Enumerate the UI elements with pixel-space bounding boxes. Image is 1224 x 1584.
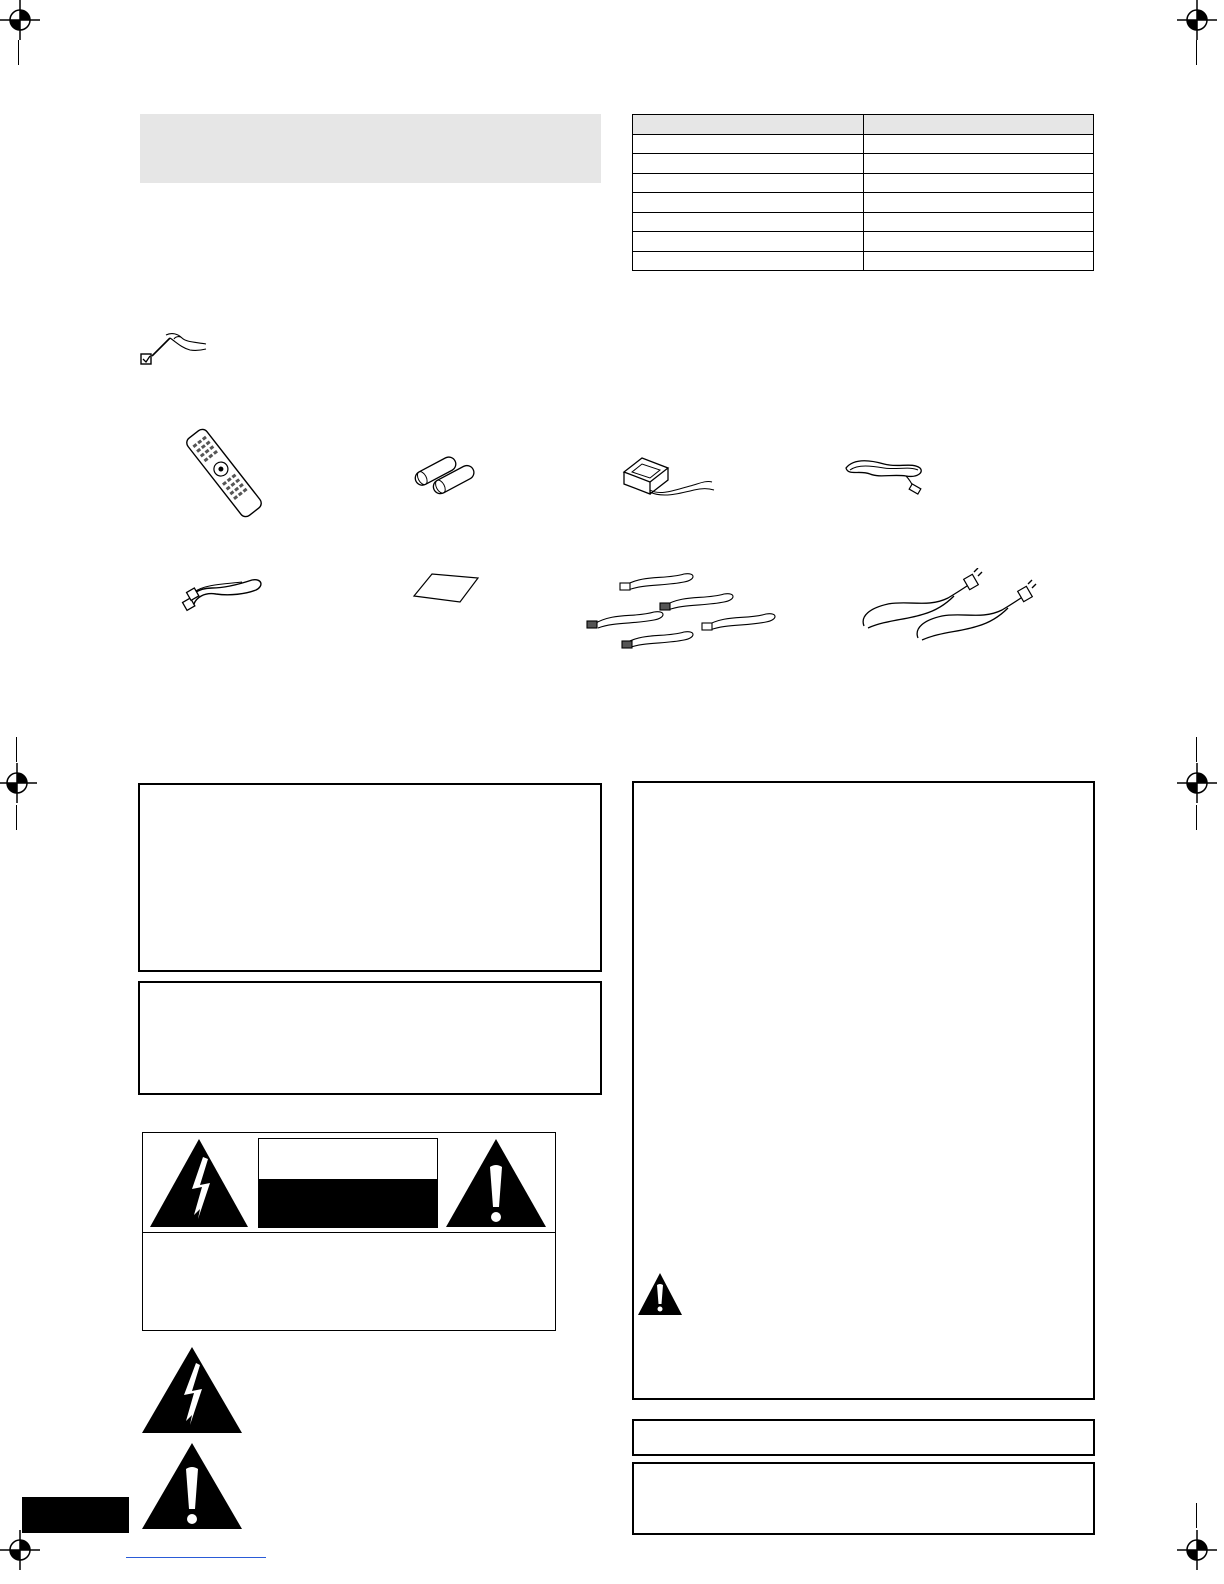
trim-line <box>1196 40 1197 65</box>
note-box-2 <box>632 1462 1095 1535</box>
table-cell <box>633 134 864 154</box>
fm-antenna-icon <box>840 454 930 500</box>
table-cell <box>864 115 1094 135</box>
table-cell <box>864 212 1094 232</box>
video-cable-icon <box>176 570 266 614</box>
trim-line <box>16 737 17 762</box>
lightning-warning-icon <box>140 1345 244 1435</box>
remote-control-icon <box>176 428 272 518</box>
registration-mark-mid-right <box>1177 763 1217 803</box>
trim-line <box>18 40 19 65</box>
table-cell <box>864 134 1094 154</box>
trim-line <box>1196 1503 1197 1528</box>
batteries-icon <box>410 450 482 506</box>
caution-label <box>258 1138 438 1228</box>
table-cell <box>633 173 864 193</box>
table-cell <box>633 193 864 213</box>
speaker-cables-icon <box>584 566 778 658</box>
table-cell <box>633 154 864 174</box>
model-table <box>632 114 1094 271</box>
registration-mark-top-right <box>1177 0 1217 40</box>
table-cell <box>633 251 864 271</box>
caution-panel-divider <box>142 1232 556 1233</box>
table-cell <box>864 193 1094 213</box>
caution-label-dark-band <box>259 1179 437 1227</box>
table-cell <box>864 251 1094 271</box>
sheet-icon <box>412 572 482 606</box>
table-row <box>633 251 1094 271</box>
registration-mark-bottom-right <box>1177 1530 1217 1570</box>
power-cords-icon <box>858 568 1038 644</box>
trim-line <box>16 805 17 830</box>
registration-mark-mid-left <box>0 763 37 803</box>
table-header-row <box>633 115 1094 135</box>
info-box-2 <box>138 981 602 1095</box>
trim-line <box>1196 805 1197 830</box>
table-cell <box>633 212 864 232</box>
table-row <box>633 134 1094 154</box>
table-row <box>633 173 1094 193</box>
table-row <box>633 193 1094 213</box>
registration-mark-top-left <box>0 0 40 40</box>
header-block <box>140 114 601 183</box>
loop-antenna-icon <box>620 450 716 506</box>
table-row <box>633 232 1094 252</box>
exclamation-warning-icon <box>140 1441 244 1531</box>
hand-writing-check-icon <box>138 330 210 370</box>
registration-mark-bottom-left <box>0 1530 40 1570</box>
table-cell <box>633 232 864 252</box>
table-row <box>633 212 1094 232</box>
table-row <box>633 154 1094 174</box>
exclamation-warning-icon <box>636 1271 684 1317</box>
trim-line <box>1196 737 1197 762</box>
info-box-1 <box>138 783 602 972</box>
note-box-1 <box>632 1419 1095 1456</box>
page-number-tab <box>22 1497 129 1533</box>
table-cell <box>864 232 1094 252</box>
exclamation-warning-icon <box>444 1137 548 1229</box>
table-cell <box>864 173 1094 193</box>
table-cell <box>864 154 1094 174</box>
table-cell <box>633 115 864 135</box>
safety-instructions-box <box>632 781 1095 1400</box>
footer-link[interactable] <box>126 1557 266 1558</box>
lightning-warning-icon <box>148 1137 250 1229</box>
